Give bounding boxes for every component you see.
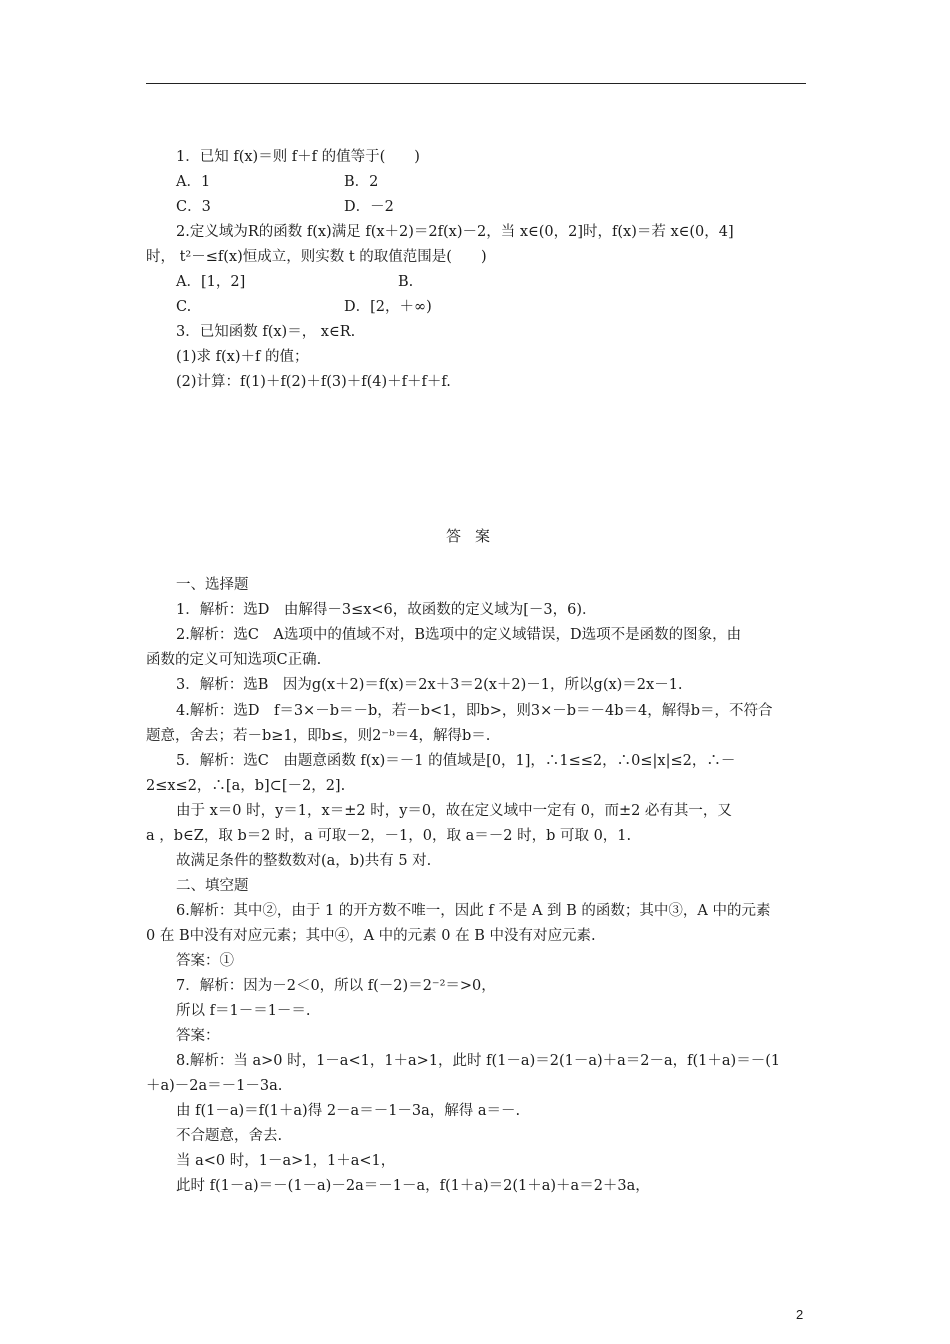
answer-1: 1．解析：选D 由解得－3≤x<6，故函数的定义域为[－3，6)． [176,602,597,618]
answer-6-line-1: 6.解析：其中②，由于 1 的开方数不唯一，因此 f 不是 A 到 B 的函数；其中③，A 中的元素 [176,903,771,919]
answer-8-line-5: 当 a<0 时，1－a>1，1＋a<1， [176,1153,396,1169]
q1-option-c: C．3 [176,199,211,215]
question-3-part-1: (1)求 f(x)＋f 的值； [176,349,309,365]
answer-8-line-4: 不合题意，舍去. [176,1128,283,1144]
answer-8-line-2: ＋a)－2a＝－1－3a. [146,1078,283,1094]
q2-option-b: B. [398,274,414,290]
answer-5-line-2: 2≤x≤2，∴[a，b]⊂[－2，2]. [146,778,346,794]
section-heading-fill: 二、填空题 [176,878,249,894]
question-1: 1．已知 f(x)＝则 f＋f 的值等于( ) [176,149,420,165]
answer-5-line-5: 故满足条件的整数数对(a，b)共有 5 对. [176,853,432,869]
answer-8-line-1: 8.解析：当 a>0 时，1－a<1，1＋a>1，此时 f(1－a)＝2(1－a)＋a＝2－a，f(1＋a)＝－(1 [176,1053,781,1069]
section-heading-choice: 一、选择题 [176,577,249,593]
q1-option-d: D．－2 [344,199,394,215]
q2-option-c: C. [176,299,192,315]
q2-option-a: A．[1，2] [176,274,246,290]
answer-7-line-2: 所以 f＝1－＝1－＝. [176,1003,311,1019]
answer-4-line-1: 4.解析：选D f＝3×－b＝－b，若－b<1，即b>，则3×－b＝－4b＝4，解得b＝，不符合 [176,703,773,719]
answer-5-line-1: 5．解析：选C 由题意函数 f(x)＝－1 的值域是[0，1]，∴1≤≤2，∴0≤|x|≤2，∴－ [176,753,736,769]
answer-5-line-3: 由于 x＝0 时，y＝1，x＝±2 时，y＝0，故在定义域中一定有 0，而±2 必有其一，又 [176,803,732,819]
page-number: 2 [796,1307,804,1322]
answer-7-line-1: 7．解析：因为－2＜0，所以 f(－2)＝2⁻²＝>0， [176,978,496,994]
q2-option-d: D．[2，＋∞) [344,299,432,315]
answer-6-result: 答案：① [176,953,234,969]
answer-4-line-2: 题意，舍去；若－b≥1，即b≤，则2⁻ᵇ＝4，解得b＝. [146,728,491,744]
answer-2-line-2: 函数的定义可知选项C正确. [146,652,322,668]
answer-3: 3．解析：选B 因为g(x＋2)＝f(x)＝2x＋3＝2(x＋2)－1，所以g(x)＝2x－1. [176,677,683,693]
question-2-line-2: 时， t²－≤f(x)恒成立，则实数 t 的取值范围是( ) [146,249,487,265]
question-3: 3．已知函数 f(x)＝， x∈R. [176,324,356,340]
header-rule [146,83,806,84]
answer-7-result: 答案： [176,1028,220,1044]
answers-title: 答案 [445,527,504,545]
question-3-part-2: (2)计算：f(1)＋f(2)＋f(3)＋f(4)＋f＋f＋f. [176,374,451,390]
answer-5-line-4: a ，b∈Z，取 b＝2 时，a 可取－2，－1，0，取 a＝－2 时，b 可取 0，1. [146,828,632,844]
answer-6-line-2: 0 在 B中没有对应元素；其中④，A 中的元素 0 在 B 中没有对应元素. [146,928,596,944]
q1-option-a: A．1 [176,174,211,190]
answer-8-line-3: 由 f(1－a)＝f(1＋a)得 2－a＝－1－3a，解得 a＝－. [176,1103,521,1119]
answer-8-line-6: 此时 f(1－a)＝－(1－a)－2a＝－1－a，f(1＋a)＝2(1＋a)＋a＝2＋3a， [176,1178,650,1194]
q1-option-b: B．2 [344,174,379,190]
answer-2-line-1: 2.解析：选C A选项中的值域不对，B选项中的定义域错误，D选项不是函数的图象，由 [176,627,742,643]
question-2-line-1: 2.定义域为R的函数 f(x)满足 f(x＋2)＝2f(x)－2，当 x∈(0，2]时，f(x)＝若 x∈(0，4] [176,224,734,240]
